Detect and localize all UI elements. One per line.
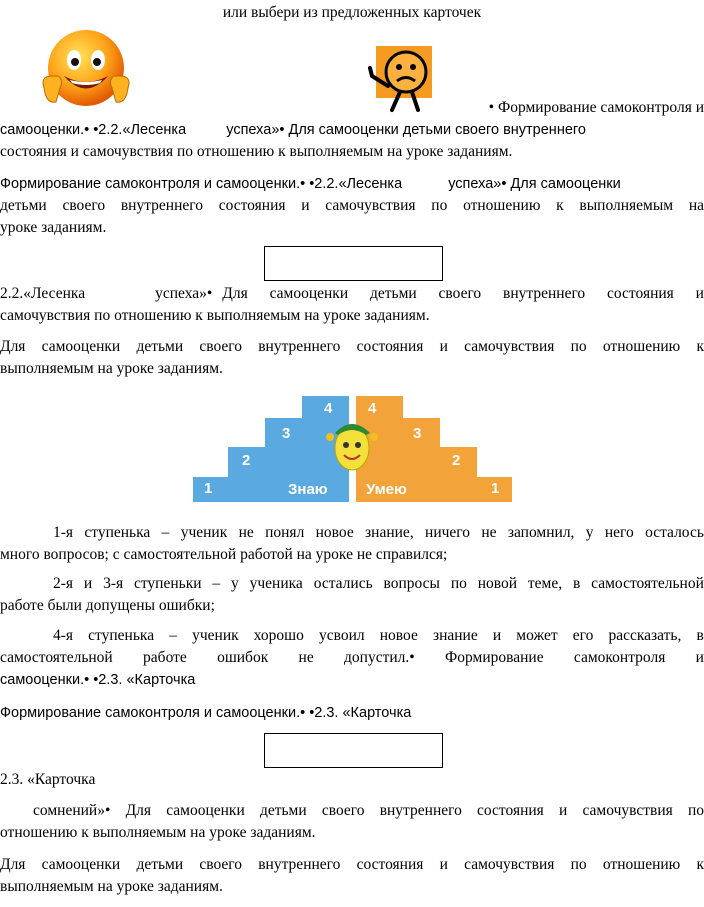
step1-line1: 1-я ступенька – ученик не понял новое знание, ничего не запомнил, у него осталось: [53, 524, 704, 541]
section6-line2: сомнений»• Для самооценки детьми своего внутреннего состояния и самочувствия по: [33, 802, 704, 819]
left-step-label: 3: [282, 425, 291, 442]
empty-frame: [264, 246, 443, 281]
section2-line3: уроке заданиям.: [0, 219, 107, 236]
left-step-label: 4: [324, 400, 333, 417]
step3-line1: 4-я ступенька – ученик хорошо усвоил новое знание и может его рассказать, в: [53, 627, 704, 644]
left-step-label: 1: [204, 480, 213, 497]
sad-face-image: [366, 46, 440, 114]
right-step-label: 1: [491, 480, 500, 497]
step3-line3: самооценки.• •2.3. «Карточка: [0, 672, 196, 688]
can-label: Умею: [366, 481, 407, 498]
section1-line3: состояния и самочувствия по отношению к выполняемым на уроке заданиям.: [0, 143, 513, 160]
section1-line2: самооценки.• •2.2.«Лесенка успеха»• Для самооценки детьми своего внутреннего: [0, 122, 586, 138]
step2-line2: работе были допущены ошибки;: [0, 597, 215, 614]
page-title: или выбери из предложенных карточек: [222, 4, 482, 21]
section4-line1: Для самооценки детьми своего внутреннего состояния и самочувствия по отношению к: [0, 338, 704, 355]
section5-line1: Формирование самоконтроля и самооценки.• •2.3. «Карточка: [0, 705, 412, 721]
left-step-label: 2: [242, 452, 251, 469]
empty-frame: [264, 733, 443, 768]
section1-right-text: • Формирование самоконтроля и: [488, 99, 704, 116]
step3-line2: самостоятельной работе ошибок не допустил.• Формирование самоконтроля и: [0, 649, 704, 666]
section7-line1: Для самооценки детьми своего внутреннего состояния и самочувствия по отношению к: [0, 856, 704, 873]
right-step-label: 4: [368, 400, 377, 417]
right-step-label: 2: [452, 452, 461, 469]
section3-line1: 2.2.«Лесенка успеха»• Для самооценки детьми своего внутреннего состояния и: [0, 285, 704, 302]
section2-line1: Формирование самоконтроля и самооценки.• •2.2.«Лесенка успеха»• Для самооценки: [0, 176, 621, 192]
section6-line1: 2.3. «Карточка: [0, 771, 96, 788]
smiley-thumbs-up-image: [36, 26, 136, 114]
step2-line1: 2-я и 3-я ступеньки – у ученика остались вопросы по новой теме, в самостоятельной: [53, 575, 704, 592]
know-label: Знаю: [288, 481, 328, 498]
section2-line2: детьми своего внутреннего состояния и самочувствия по отношению к выполняемым на: [0, 197, 704, 214]
section3-line2: самочувствия по отношению к выполняемым на уроке заданиям.: [0, 307, 430, 324]
stairs-of-success-image: [190, 393, 518, 505]
right-step-label: 3: [413, 425, 422, 442]
section6-line3: отношению к выполняемым на уроке заданиям.: [0, 824, 316, 841]
section7-line2: выполняемым на уроке заданиям.: [0, 878, 223, 895]
section4-line2: выполняемым на уроке заданиям.: [0, 360, 223, 377]
step1-line2: много вопросов; с самостоятельной работой на уроке не справился;: [0, 546, 448, 563]
